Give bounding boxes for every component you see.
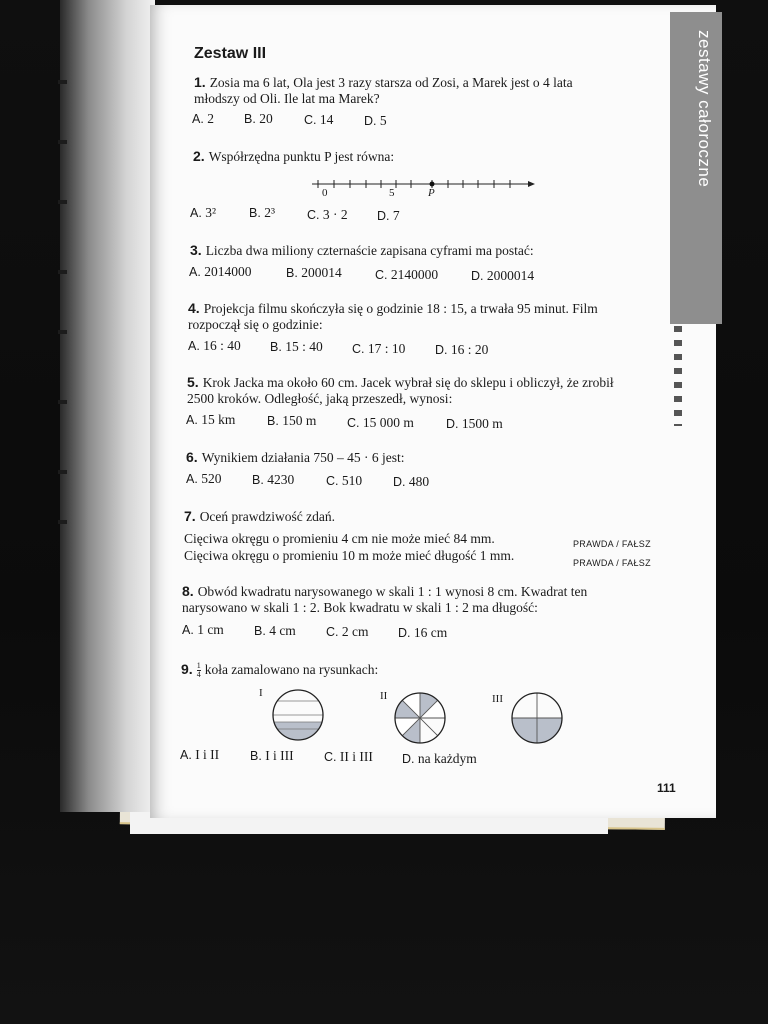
option-text: 16 : 20	[450, 342, 489, 357]
fraction	[197, 662, 201, 679]
point-p-marker	[430, 182, 435, 187]
option-text: 2140000	[390, 267, 439, 282]
question-text-line: Liczba dwa miliony czternaście zapisana cyframi ma postać:	[205, 243, 534, 258]
option-text: 17 : 10	[367, 341, 406, 356]
fraction-denominator: 4	[196, 670, 201, 680]
option-text: 510	[341, 473, 363, 488]
answer-option	[267, 413, 316, 429]
option-text: 2 cm	[341, 624, 369, 639]
answer-option	[393, 474, 429, 490]
option-letter: C.	[347, 416, 360, 430]
answer-option	[180, 747, 219, 763]
question-3	[190, 242, 660, 259]
answer-option	[352, 341, 405, 357]
question-1	[194, 74, 664, 107]
option-text: 520	[201, 471, 222, 486]
option-letter: A.	[180, 748, 192, 762]
number-line-label-p: P	[428, 187, 435, 199]
answer-option	[326, 624, 369, 640]
circle-figure-iii	[508, 690, 566, 746]
answer-option	[304, 112, 333, 128]
option-text: II i III	[339, 749, 373, 764]
number-line-label-5: 5	[389, 187, 395, 199]
option-letter: B.	[250, 749, 262, 763]
option-text: 5	[379, 113, 387, 128]
option-text: 3²	[205, 205, 216, 220]
set-title: Zestaw III	[194, 45, 267, 62]
option-letter: A.	[190, 206, 202, 220]
figure-label-ii: II	[380, 690, 388, 702]
option-text: 7	[392, 208, 400, 223]
option-text: 4230	[267, 472, 295, 487]
question-text-line: narysowano w skali 1 : 2. Bok kwadratu w skali 1 : 2 ma długość:	[182, 600, 538, 615]
option-letter: A.	[186, 472, 198, 486]
question-text-line: Wynikiem działania 750 – 45 · 6 jest:	[201, 450, 405, 465]
option-letter: C.	[326, 474, 339, 488]
option-text: 1 cm	[197, 622, 224, 637]
answer-option	[375, 267, 438, 283]
option-text: 2000014	[486, 268, 535, 283]
answer-option	[189, 264, 251, 280]
answer-option	[326, 473, 362, 489]
option-letter: A.	[189, 265, 201, 279]
number-line-label-0: 0	[322, 187, 328, 199]
answer-option	[249, 205, 275, 221]
option-letter: D.	[393, 475, 406, 489]
option-letter: B.	[286, 266, 298, 280]
circle-figure-i	[270, 687, 326, 743]
option-letter: D.	[435, 343, 448, 357]
answer-option	[188, 338, 241, 354]
answer-option	[190, 205, 216, 221]
question-number: 4.	[188, 300, 200, 316]
option-text: 2	[207, 111, 214, 126]
answer-option	[307, 207, 348, 223]
number-line	[308, 175, 538, 195]
option-letter: A.	[182, 623, 194, 637]
option-text: 150 m	[282, 413, 317, 428]
option-text: 16 cm	[413, 625, 448, 640]
answer-option	[254, 623, 296, 639]
answer-option	[252, 472, 294, 488]
option-text: 2³	[264, 205, 275, 220]
option-text: 15 000 m	[362, 415, 414, 430]
question-number: 1.	[194, 74, 206, 90]
option-letter: C.	[326, 625, 339, 639]
option-letter: D.	[364, 114, 377, 128]
option-letter: C.	[375, 268, 388, 282]
option-text: 14	[319, 112, 334, 127]
option-text: I i II	[195, 747, 220, 762]
option-text: 1500 m	[461, 416, 503, 431]
statement-text: Cięciwa okręgu o promieniu 4 cm nie może mieć 84 mm.	[184, 531, 495, 546]
question-text-line: Współrzędna punktu P jest równa:	[208, 149, 395, 164]
answer-option	[244, 111, 273, 127]
option-text: 15 : 40	[285, 339, 323, 354]
answer-option	[186, 471, 221, 487]
question-text-line: młodszy od Oli. Ile lat ma Marek?	[194, 91, 380, 106]
answer-option	[377, 208, 400, 224]
option-letter: B.	[249, 206, 261, 220]
option-text: 480	[408, 474, 430, 489]
option-letter: D.	[402, 752, 415, 766]
answer-option	[324, 749, 373, 765]
option-letter: D.	[471, 269, 484, 283]
question-text-line: Projekcja filmu skończyła się o godzinie 18 : 15, a trwała 95 minut. Film	[203, 301, 598, 316]
question-text-line: Zosia ma 6 lat, Ola jest 3 razy starsza od Zosi, a Marek jest o 4 lata	[209, 75, 573, 90]
answer-option	[286, 265, 342, 281]
circle-figure-ii	[392, 690, 448, 746]
option-text: 20	[259, 111, 273, 126]
figure-label-i: I	[259, 687, 263, 699]
answer-option	[435, 342, 488, 358]
option-text: 16 : 40	[203, 338, 241, 353]
answer-option	[364, 113, 387, 129]
option-letter: D.	[446, 417, 459, 431]
option-letter: C.	[304, 113, 317, 127]
option-letter: B.	[254, 624, 266, 638]
option-letter: A.	[192, 112, 204, 126]
option-letter: D.	[398, 626, 411, 640]
answer-option	[398, 625, 447, 641]
answer-option	[250, 748, 294, 764]
option-letter: C.	[352, 342, 365, 356]
question-2	[193, 148, 663, 165]
question-number: 8.	[182, 583, 194, 599]
question-text-line: Obwód kwadratu narysowanego w skali 1 : 1 wynosi 8 cm. Kwadrat ten	[197, 584, 588, 599]
question-number: 2.	[193, 148, 205, 164]
question-text-line: 2500 kroków. Odległość, jaką przeszedł, wynosi:	[187, 391, 453, 406]
option-letter: A.	[186, 413, 198, 427]
option-text: I i III	[265, 748, 294, 763]
question-4	[188, 300, 658, 333]
option-letter: D.	[377, 209, 390, 223]
page-number: 111	[657, 781, 676, 795]
true-false-choice: PRAWDA / FAŁSZ	[573, 558, 651, 568]
option-letter: B.	[270, 340, 282, 354]
question-text-line: Oceń prawdziwość zdań.	[199, 509, 336, 524]
answer-option	[471, 268, 534, 284]
question-number: 5.	[187, 374, 199, 390]
question-text-line: koła zamalowano na rysunkach:	[204, 662, 379, 677]
option-text: 200014	[301, 265, 342, 280]
answer-option	[182, 622, 224, 638]
question-number: 6.	[186, 449, 198, 465]
option-text: 4 cm	[269, 623, 296, 638]
question-8	[182, 583, 652, 616]
question-number: 9.	[181, 661, 193, 677]
question-7	[184, 508, 654, 525]
answer-option	[192, 111, 214, 127]
fraction-numerator: 1	[196, 661, 201, 671]
question-text-line: Krok Jacka ma około 60 cm. Jacek wybrał się do sklepu i obliczył, że zrobił	[202, 375, 614, 390]
statement-text: Cięciwa okręgu o promieniu 10 m może mieć długość 1 mm.	[184, 548, 515, 563]
option-text: 3 · 2	[322, 207, 348, 222]
question-6	[186, 449, 656, 466]
answer-option	[402, 751, 477, 767]
answer-option	[270, 339, 323, 355]
question-text-line: rozpoczął się o godzinie:	[188, 317, 323, 332]
option-letter: A.	[188, 339, 200, 353]
option-letter: B.	[252, 473, 264, 487]
question-5	[187, 374, 657, 407]
option-text: na każdym	[417, 751, 477, 766]
answer-option	[347, 415, 414, 431]
true-false-choice: PRAWDA / FAŁSZ	[573, 539, 651, 549]
question-number: 3.	[190, 242, 202, 258]
answer-option	[446, 416, 503, 432]
question-number: 7.	[184, 508, 196, 524]
answer-option	[186, 412, 235, 428]
option-letter: B.	[244, 112, 256, 126]
side-tab-label: zestawy całoroczne	[695, 30, 714, 188]
question-9	[181, 661, 651, 679]
option-letter: C.	[324, 750, 337, 764]
option-text: 2014000	[204, 264, 252, 279]
option-text: 15 km	[201, 412, 236, 427]
option-letter: C.	[307, 208, 320, 222]
option-letter: B.	[267, 414, 279, 428]
figure-label-iii: III	[492, 693, 503, 705]
